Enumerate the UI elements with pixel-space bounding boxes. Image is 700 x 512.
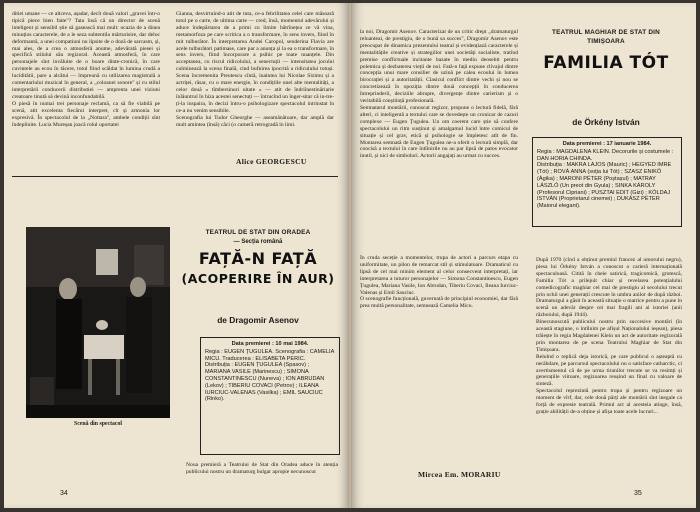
right-col1 bbox=[360, 29, 518, 251]
left-credits-cast: Distribuția : EUGEN ȚUGULEA (Spasov) ; MARIANA VASILE (Marinescu) ; SIMONA CONSTANTINESCU (Nuneva) ; ION ABRUDAN (Lekov) ; TIBERIU COVACI (Petrov) ; ILEANA IURCIUC-VALENAS (Vasilka) ; EMIL SAUCIUC (Rinko). bbox=[205, 362, 325, 403]
right-col1-text2: Semnatarul montării, cunoscut regizor, propune o lectură fidelă, fără alteri, ci inteligentă a textului care se dovedește un cronicar de cazuri complexe — Eugen Țugulea. Un om coerent care știe să confere spectacolului un ritm susținut și amalgamul lucid între comicul de situație și cel grav, etică și psihologie se împletesc atît de fin. Montarea semnată de Eugen Țugulea ne-a oferit o lectură simplă, dar concisă a textului în care întîlnirile nu au par lipsă de patos evocator inutil, și nici de simboluri. Actorii angajați au urmat cu succes. bbox=[360, 104, 518, 160]
right-theatre-line1: TEATRUL MAGHIAR DE STAT DIN bbox=[552, 29, 660, 36]
right-col2 bbox=[360, 255, 518, 465]
left-col2-text2: Scenografia lui Tudor Gheorghe — aseamănătoare, dar amplă dar mult amintea (însă) căci (o cameră retrogradă în limi. bbox=[176, 114, 334, 128]
left-page bbox=[4, 3, 348, 508]
photo-caption: Scenă din spectacol bbox=[74, 421, 122, 427]
right-author: de Örkény István bbox=[572, 117, 640, 127]
right-col3-text4: Spectacolul reprezintă pentru trupa și pentru regizoare un moment de vîrf, dar, cele două părți ale montării sînt inegale ca forță de expresie teatrală. Primul act al acesteia atinge, însă, grație abilității de-a obține și afișa toate acele lucruri... bbox=[536, 388, 682, 415]
scene-photo-art bbox=[26, 227, 170, 418]
left-col2 bbox=[176, 11, 334, 147]
right-col1-text: la noi, Dragomir Asenov. Caracterizat de un critic drept „dramaturgul reluanteai, de prestigiu, de o bună sa succes", Dragomir Asenov este preocupat de dinamica prezentului teatral și evidențiază caracterele și mentalitățile creative și strategiilor unei societăți socialiste, tratînd premise conflictuale incitante bazate în mediu deosebit pentru polemica și dezbaterea vieții de noi. Fată-n față expune clivajul dintre concepția unui mare consilier de uzină pe calea ecoului în lumea birocrației și a autoritatății. Clasicul conflict dintre vechi și nou se concretizează în opoziția dintre două concepții în conducerea întreprinderii, deciziile abrupte, divergențe dintre carierism și o veritabilă conștiință profesională. bbox=[360, 29, 518, 105]
right-credits-cast: Distribuția : MAKRA LAJOS (Mauric) ; HEGYED IMRE (Tót) ; ROVÁ ANNA (soția lui Tót) ; SZASZ ENIKŐ (Ágika) ; MARONI PÉTER (Poștașul) ; MATRAY LÁSZLÓ (Un preot din Gyula) ; SINKA KÁROLY (Profesorul Cipriani) ; PUSZTAI EDIT (Gizi) ; KÓLDAJ ISTVÁN (Proprietarul cinemei) ; DUKÁSZ PÉTER (Maiorul elegant). bbox=[537, 162, 672, 210]
section-divider bbox=[12, 176, 338, 177]
right-col2-text: În cruda seceție a momentelor, trupa de actori a parcurs etapa cu uniformitate, un pilon de remarcat stil și stimulatoare. Dramaticul cu lipsă de cel mai minim element al celor consecvent interpretați, iar interpretarea a tuturor personajelor — Simona Constantinescu, Eugen Țugulea, Mariana Vasile, Ion Abrudan, Tiberiu Covaci, Ileana Iurciuc-Valenas și Emil Sauciuc. bbox=[360, 255, 518, 296]
page-number-right: 35 bbox=[634, 490, 642, 497]
page-number-left: 34 bbox=[60, 490, 68, 497]
left-col1 bbox=[12, 11, 160, 175]
right-credits-box bbox=[532, 137, 682, 227]
right-col2-text2: O scenografie funcțională, guvernată de principiul economiei, dar fără prea multă personalitate, semnează Camelia Micu. bbox=[360, 296, 518, 310]
right-col3-text3: Relulnd o replică deja istorică, pe care publicul o așteaptă cu nerăbdare, pe parcursul spectacolului nu o satisface catharctic, ci avertismentul că de pe urma tiranilor trecute se va resimți și generațiile viitoare, regizoarea reușind un final cu valoare de sinteză. bbox=[536, 353, 682, 388]
left-author: de Dragomir Asenov bbox=[217, 315, 299, 325]
left-col2-text: Gianna, desvirtuind-o atit de tuta, ce-a febrilitatea celei care măsoară totul pe o carte, de ultima carte — cred, însă, momentul adevărului și aduce îndepărtarea de a primi cu limite bătrînețea ce vă vina, metamorfoza pe care scritica a o transformare, în sens invers, fiind în mit tulburător. În interpretarea Andei Caropol, senderina Flavia are acele tulburători patimase, care par a anunța și la ea o transformare, în sens invers, fiind încorporare a psihic pe toate nuanțele. Din acceptanea, cu riscul ridicolului, a senectuții — intensitatea jocului culminează la scena finală, cind bufnirea ipocrită a ridiculului totuși. Scena încremenita Preutescu cîntă, inaintea lui Nicolae Sizimu și a actriței, răsar, cu o mare energie, în condițiile unei alte mentalități, a celor două « tîmbersinuri uitate » — atit de îndriînestinăriarie înlăuntrul în hiza acestei senectuți — întrucînd un înger-sitar că in-tre-ți-la inspaira, în decizi întru-o psihologizare spectacolul intrinstat în ce-a nu venim sensibile. bbox=[176, 11, 334, 114]
right-col3-text: După 1970 (cînd a obținut premiul francez al umorului negru), piesa lui Örkény István a cunoscut o carieră internațională spectaculoasă. Citită în cheie satirică, tragicomică, grotescă, Familia Tót a prilejuit chiar și revelarea potențialului comedicografic maghiar cel mai de prestigiu al secolului trecut prin ochii unei generații crescute în umbra anilor de după război. Dramaturgul a găsit în această situație o matrice pentru a pune în scenă un adevăr despre cei mai fragili ani ai istoriei (anii războiului, după 1944). bbox=[536, 257, 682, 319]
left-col1-text: ditiei umane — ce altceva, așadar, decît două valori „gravei într-o tipică piece bien faite"? Tata însă că un director de scenă inteligent și sensibil știe să gasească mai mult: ocazia de a dinea minuțios caracterele, de a le seza subtentila mărturisire, dar deloc deformantă, a unei compatiuni nu lipsite de o doză de sarcasm, și, mai ales, de a crea o atmosferă anume, adevărată piesei și specifică stilului său regizoral. Această atmosferă, în care personajele sînt invăluite de o boare dinte-cronică, în care cuvintele au ecou în tăcere, totul fiind scăldat în lumina crudă a luciditătii, pare a alcătui — împreună cu utilizarea magistrală a comentariului muzical în general, a „coloanei sonore" și cu stilul interpretării conducerii distributiei — amprenta unei viziuni creatoare tinută să devină inconfundabilă. bbox=[12, 11, 160, 100]
left-credits-box bbox=[200, 337, 340, 455]
left-play-title-1: FAȚĂ-N FAȚĂ bbox=[198, 249, 318, 268]
right-theatre-line2: TIMIȘOARA bbox=[587, 38, 625, 45]
right-page bbox=[352, 3, 696, 508]
left-bottom-paragraph: Noua premieră a Teatrului de Stat din Oradea aduce în atenția publicului nostru un dramaturg bulgar apropie necunoscut bbox=[186, 462, 338, 475]
left-col1-text2: O piesă în numai trei personaje reclamă, ca să fie viabilă pe scenă, atit excelenta fiecărui interpret, cît și armonia lor expresivă. În spectacolul de la „Nottara", ambele condiții sînt îndeplinite. Lucia Mureșan joacă rolul uportatei bbox=[12, 100, 160, 128]
left-play-title-2: (ACOPERIRE ÎN AUR) bbox=[181, 271, 335, 286]
right-play-title: FAMILIA TÓT bbox=[543, 53, 669, 73]
right-credits-direction: Regia : MAGDALENA KLEIN. Decorurile și costumele : DAN HORIA CHINDA. bbox=[537, 148, 674, 162]
left-section: — Secția română bbox=[233, 239, 283, 245]
right-col3-text2: Binecunoscută publicului nostru prin succesive montări (în această stagiune, o întîlnim pe afișul Naționalului ieșean), piesa trăiește în regia Magdalenei Klein un act de autoritate regizorală prin montarea de pe scena Teatrului Maghiar de Stat din Timișoara. bbox=[536, 319, 682, 353]
left-bottom-text bbox=[186, 462, 338, 486]
left-credits-direction: Regia : EUGEN ȚUGULEA. Scenografia : CAMELIA MICU. Traducerea : ELISABETA PERIC. bbox=[205, 348, 335, 362]
signature-alice-georgescu: Alice GEORGESCU bbox=[236, 157, 307, 166]
left-credits-premiere: Data premierei : 10 mai 1984. bbox=[231, 341, 309, 347]
left-theatre-name: TEATRUL DE STAT DIN ORADEA bbox=[205, 229, 311, 236]
right-credits-premiere: Data premierei : 17 ianuarie 1984. bbox=[562, 141, 652, 147]
signature-mircea-morariu: Mircea Em. MORARIU bbox=[418, 470, 501, 479]
right-col3 bbox=[536, 257, 682, 487]
scene-photo bbox=[26, 227, 170, 418]
